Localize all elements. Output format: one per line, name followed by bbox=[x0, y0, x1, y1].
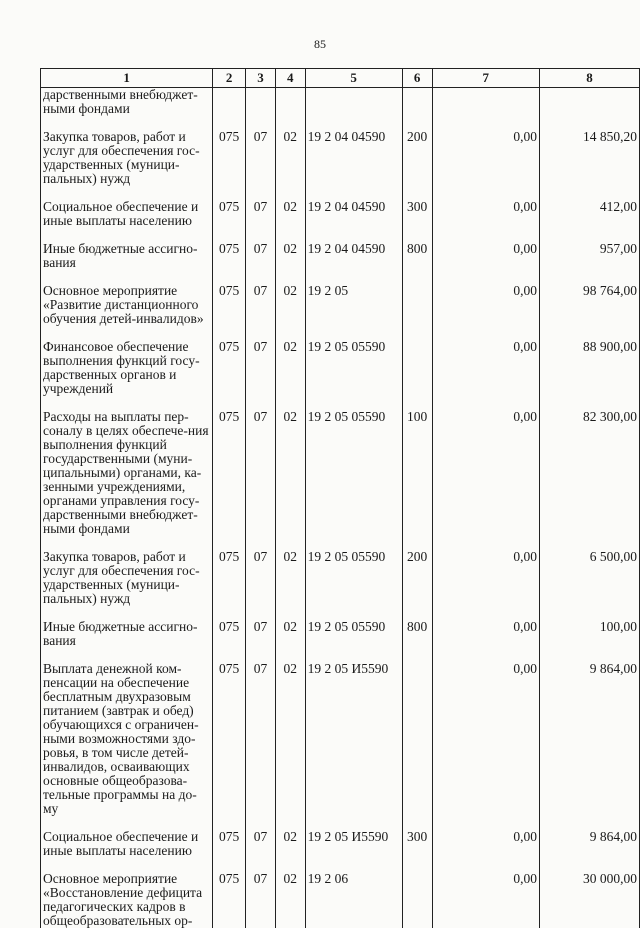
row-target-article: 19 2 05 05590 bbox=[305, 550, 402, 606]
row-target-article: 19 2 05 05590 bbox=[305, 620, 402, 648]
row-ministry: 075 bbox=[213, 284, 246, 326]
row-expense-type bbox=[402, 340, 432, 396]
row-name: Социальное обеспечение и иные выплаты населению bbox=[41, 830, 213, 858]
row-expense-type bbox=[402, 284, 432, 326]
row-amount-7: 0,00 bbox=[432, 550, 540, 606]
row-subsection bbox=[275, 88, 305, 117]
row-ministry: 075 bbox=[213, 200, 246, 228]
row-ministry: 075 bbox=[213, 830, 246, 858]
row-gap bbox=[41, 606, 640, 620]
row-expense-type bbox=[402, 662, 432, 816]
row-amount-8: 9 864,00 bbox=[540, 830, 640, 858]
row-gap bbox=[41, 396, 640, 410]
row-subsection: 02 bbox=[275, 550, 305, 606]
row-amount-7: 0,00 bbox=[432, 410, 540, 536]
row-subsection: 02 bbox=[275, 830, 305, 858]
table-row bbox=[41, 410, 640, 536]
row-amount-7: 0,00 bbox=[432, 830, 540, 858]
header-row bbox=[41, 69, 640, 88]
row-expense-type: 300 bbox=[402, 830, 432, 858]
row-section: 07 bbox=[246, 284, 276, 326]
row-amount-7: 0,00 bbox=[432, 620, 540, 648]
row-gap bbox=[41, 326, 640, 340]
row-amount-8 bbox=[540, 88, 640, 117]
row-section: 07 bbox=[246, 662, 276, 816]
row-subsection: 02 bbox=[275, 340, 305, 396]
row-subsection: 02 bbox=[275, 662, 305, 816]
row-expense-type: 200 bbox=[402, 550, 432, 606]
row-section: 07 bbox=[246, 830, 276, 858]
row-subsection: 02 bbox=[275, 200, 305, 228]
row-ministry: 075 bbox=[213, 872, 246, 928]
row-target-article: 19 2 05 05590 bbox=[305, 340, 402, 396]
row-name: дарственными внебюджет-ными фондами bbox=[41, 88, 213, 117]
row-amount-8: 30 000,00 bbox=[540, 872, 640, 928]
row-target-article: 19 2 06 bbox=[305, 872, 402, 928]
row-section bbox=[246, 88, 276, 117]
row-gap bbox=[41, 116, 640, 130]
table-row bbox=[41, 872, 640, 928]
budget-table bbox=[40, 68, 640, 928]
row-ministry: 075 bbox=[213, 410, 246, 536]
row-target-article: 19 2 04 04590 bbox=[305, 130, 402, 186]
row-gap bbox=[41, 228, 640, 242]
row-name: Закупка товаров, работ и услуг для обеспечения гос-ударственных (муници-пальных) нужд bbox=[41, 550, 213, 606]
row-name: Основное мероприятие «Восстановление дефицита педагогических кадров в общеобразовательных ор- bbox=[41, 872, 213, 928]
row-section: 07 bbox=[246, 410, 276, 536]
row-name: Закупка товаров, работ и услуг для обеспечения гос-ударственных (муници-пальных) нужд bbox=[41, 130, 213, 186]
table-row bbox=[41, 242, 640, 270]
row-ministry: 075 bbox=[213, 130, 246, 186]
row-amount-8: 98 764,00 bbox=[540, 284, 640, 326]
row-section: 07 bbox=[246, 242, 276, 270]
row-amount-8: 957,00 bbox=[540, 242, 640, 270]
row-name: Иные бюджетные ассигно-вания bbox=[41, 620, 213, 648]
row-target-article: 19 2 04 04590 bbox=[305, 242, 402, 270]
row-amount-7: 0,00 bbox=[432, 200, 540, 228]
row-ministry: 075 bbox=[213, 550, 246, 606]
table-row bbox=[41, 284, 640, 326]
row-gap bbox=[41, 816, 640, 830]
row-ministry: 075 bbox=[213, 340, 246, 396]
row-name: Основное мероприятие «Развитие дистанционного обучения детей-инвалидов» bbox=[41, 284, 213, 326]
row-section: 07 bbox=[246, 550, 276, 606]
row-amount-7: 0,00 bbox=[432, 340, 540, 396]
table-row bbox=[41, 130, 640, 186]
table-row bbox=[41, 830, 640, 858]
table-row bbox=[41, 662, 640, 816]
table-row bbox=[41, 88, 640, 117]
header-col-3: 3 bbox=[246, 69, 276, 88]
row-section: 07 bbox=[246, 200, 276, 228]
table-row bbox=[41, 620, 640, 648]
row-expense-type bbox=[402, 88, 432, 117]
row-name: Иные бюджетные ассигно-вания bbox=[41, 242, 213, 270]
row-target-article: 19 2 05 bbox=[305, 284, 402, 326]
row-amount-7: 0,00 bbox=[432, 662, 540, 816]
row-expense-type: 300 bbox=[402, 200, 432, 228]
row-target-article: 19 2 04 04590 bbox=[305, 200, 402, 228]
page-number: 85 bbox=[314, 37, 326, 51]
row-amount-8: 6 500,00 bbox=[540, 550, 640, 606]
row-section: 07 bbox=[246, 340, 276, 396]
row-ministry: 075 bbox=[213, 662, 246, 816]
row-expense-type: 800 bbox=[402, 620, 432, 648]
row-amount-7: 0,00 bbox=[432, 130, 540, 186]
row-gap bbox=[41, 858, 640, 872]
row-target-article: 19 2 05 05590 bbox=[305, 410, 402, 536]
header-col-8: 8 bbox=[540, 69, 640, 88]
row-section: 07 bbox=[246, 872, 276, 928]
row-subsection: 02 bbox=[275, 130, 305, 186]
row-subsection: 02 bbox=[275, 872, 305, 928]
row-amount-7: 0,00 bbox=[432, 872, 540, 928]
row-amount-7: 0,00 bbox=[432, 242, 540, 270]
row-target-article: 19 2 05 И5590 bbox=[305, 830, 402, 858]
row-amount-8: 412,00 bbox=[540, 200, 640, 228]
row-name: Расходы на выплаты пер-соналу в целях обеспече-ния выполнения функций государственными (муни-ципальными) органами, ка-зенными учреждениями, органами управления госу-дарственными внебюджет-ными фондами bbox=[41, 410, 213, 536]
row-name: Финансовое обеспечение выполнения функций госу-дарственных органов и учреждений bbox=[41, 340, 213, 396]
row-ministry: 075 bbox=[213, 242, 246, 270]
row-ministry bbox=[213, 88, 246, 117]
header-col-7: 7 bbox=[432, 69, 540, 88]
row-expense-type: 100 bbox=[402, 410, 432, 536]
header-col-5: 5 bbox=[305, 69, 402, 88]
row-gap bbox=[41, 536, 640, 550]
row-target-article: 19 2 05 И5590 bbox=[305, 662, 402, 816]
row-name: Выплата денежной ком-пенсации на обеспечение бесплатным двухразовым питанием (завтрак и обед) обучающихся с ограничен-ными возможностями здо-ровья, в том числе детей-инвалидов, осваивающих основные общеобразова-тельные программы на до-му bbox=[41, 662, 213, 816]
row-expense-type: 200 bbox=[402, 130, 432, 186]
header-col-2: 2 bbox=[213, 69, 246, 88]
row-section: 07 bbox=[246, 620, 276, 648]
row-gap bbox=[41, 648, 640, 662]
header-col-1: 1 bbox=[41, 69, 213, 88]
row-expense-type: 800 bbox=[402, 242, 432, 270]
row-subsection: 02 bbox=[275, 284, 305, 326]
table-row bbox=[41, 550, 640, 606]
row-amount-8: 82 300,00 bbox=[540, 410, 640, 536]
row-amount-7 bbox=[432, 88, 540, 117]
table-row bbox=[41, 340, 640, 396]
row-section: 07 bbox=[246, 130, 276, 186]
row-target-article bbox=[305, 88, 402, 117]
row-gap bbox=[41, 270, 640, 284]
row-expense-type bbox=[402, 872, 432, 928]
row-ministry: 075 bbox=[213, 620, 246, 648]
row-name: Социальное обеспечение и иные выплаты населению bbox=[41, 200, 213, 228]
header-col-6: 6 bbox=[402, 69, 432, 88]
header-col-4: 4 bbox=[275, 69, 305, 88]
row-subsection: 02 bbox=[275, 410, 305, 536]
row-amount-8: 88 900,00 bbox=[540, 340, 640, 396]
table-row bbox=[41, 200, 640, 228]
row-gap bbox=[41, 186, 640, 200]
row-subsection: 02 bbox=[275, 620, 305, 648]
row-amount-8: 14 850,20 bbox=[540, 130, 640, 186]
row-amount-8: 100,00 bbox=[540, 620, 640, 648]
row-amount-8: 9 864,00 bbox=[540, 662, 640, 816]
row-subsection: 02 bbox=[275, 242, 305, 270]
row-amount-7: 0,00 bbox=[432, 284, 540, 326]
